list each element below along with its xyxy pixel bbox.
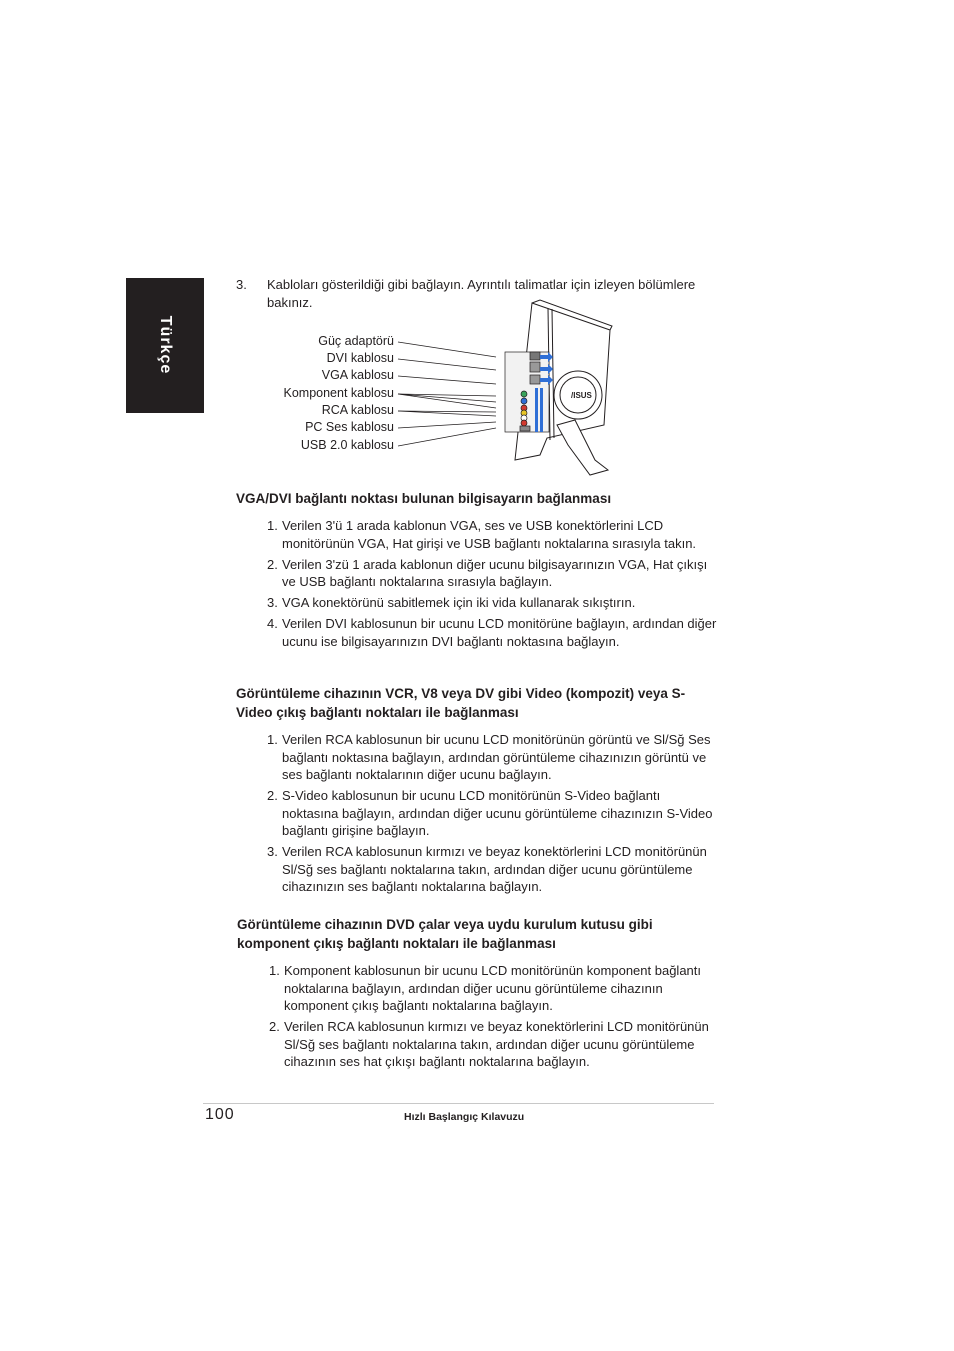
leader-line — [398, 342, 496, 357]
item-number: 2. — [269, 1019, 280, 1034]
label-vga-cable: VGA kablosu — [321, 368, 394, 382]
item-text: VGA konektörünü sabitlemek için iki vida kullanarak sıkıştırın. — [282, 595, 636, 610]
item-text: Verilen DVI kablosunun bir ucunu LCD monitörüne bağlayın, ardından diğer ucunu ise bilgisayarınızın DVI bağlantı noktasına bağlayın. — [282, 616, 717, 649]
label-component-cable: Komponent kablosu — [283, 386, 394, 400]
list-item — [269, 962, 719, 1015]
item-text: Verilen RCA kablosunun bir ucunu LCD monitörünün görüntü ve Sl/Sğ Ses bağlantı noktasına bağlayın, ardından görüntüleme cihazınızın görüntü ve ses bağlantı noktalarının diğer ucunu bağlayın. — [282, 732, 711, 782]
page-number: 100 — [205, 1106, 235, 1123]
label-pc-audio-cable: PC Ses kablosu — [305, 420, 394, 434]
item-text: S-Video kablosunun bir ucunu LCD monitörünün S-Video bağlantı noktasına bağlayın, ardından diğer ucunu görüntüleme cihazınızın S-Video bağlantı girişine bağlayın. — [282, 788, 713, 838]
item-number: 4. — [267, 616, 278, 631]
list-item — [267, 787, 717, 840]
step-text: Kabloları gösterildiği gibi bağlayın. Ayrıntılı talimatlar için izleyen bölümlere bakınız. — [267, 277, 696, 310]
language-label: Türkçe — [157, 315, 174, 375]
asus-logo: /ISUS — [571, 391, 592, 400]
list-item — [267, 517, 717, 552]
item-number: 1. — [267, 732, 278, 747]
list-item — [269, 1018, 719, 1071]
footer-title: Hızlı Başlangıç Kılavuzu — [404, 1111, 525, 1123]
item-number: 2. — [267, 788, 278, 803]
item-number: 3. — [267, 595, 278, 610]
list-item — [267, 594, 717, 612]
label-dvi-cable: DVI kablosu — [326, 351, 394, 365]
section-title-video: Görüntüleme cihazının VCR, V8 veya DV gibi Video (kompozit) veya S-Video çıkış bağlantı noktaları ile bağlanması — [236, 686, 686, 720]
label-power-adapter: Güç adaptörü — [318, 334, 394, 348]
item-number: 2. — [267, 556, 278, 572]
label-usb-cable: USB 2.0 kablosu — [300, 438, 394, 452]
steps-vga-dvi — [267, 517, 717, 654]
item-number: 1. — [267, 518, 278, 533]
section-title-component: Görüntüleme cihazının DVD çalar veya uydu kurulum kutusu gibi komponent çıkış bağlantı noktaları ile bağlanması — [237, 917, 653, 951]
item-text: Verilen 3'zü 1 arada kablonun diğer ucunu bilgisayarınızın VGA, Hat çıkışı ve USB bağlantı noktalarına sırasıyla bağlayın. — [282, 556, 708, 589]
steps-component — [269, 962, 719, 1074]
list-item — [267, 731, 717, 784]
list-item — [267, 615, 717, 650]
label-rca-cable: RCA kablosu — [321, 403, 394, 417]
step-number: 3. — [236, 277, 247, 292]
steps-video — [267, 731, 717, 899]
item-number: 3. — [267, 844, 278, 859]
footer-divider — [203, 1103, 714, 1104]
item-text: Verilen RCA kablosunun kırmızı ve beyaz konektörlerini LCD monitörünün Sl/Sğ ses bağlantı noktalarına takın, ardından diğer ucunu görüntüleme cihazınızın ses bağlantı noktalarına bağlayın. — [282, 844, 707, 894]
item-text: Verilen RCA kablosunun kırmızı ve beyaz konektörlerini LCD monitörünün Sl/Sğ ses bağlantı noktalarına takın, ardından diğer ucunu görüntüleme cihazının ses hat çıkışı bağlantı noktalarına bağlayın. — [284, 1019, 709, 1069]
list-item — [267, 556, 717, 591]
item-text: Verilen 3'ü 1 arada kablonun VGA, ses ve USB konektörlerini LCD monitörünün VGA, Hat girişi ve USB bağlantı noktalarına sırasıyla takın. — [282, 518, 697, 551]
list-item — [267, 843, 717, 896]
section-title-vga-dvi: VGA/DVI bağlantı noktası bulunan bilgisayarın bağlanması — [236, 491, 612, 506]
item-text: Komponent kablosunun bir ucunu LCD monitörünün komponent bağlantı noktalarına bağlayın, ardından diğer ucunu görüntüleme cihazının komponent çıkış bağlantı noktalarına bağlayın. — [284, 963, 701, 1013]
item-number: 1. — [269, 963, 280, 978]
